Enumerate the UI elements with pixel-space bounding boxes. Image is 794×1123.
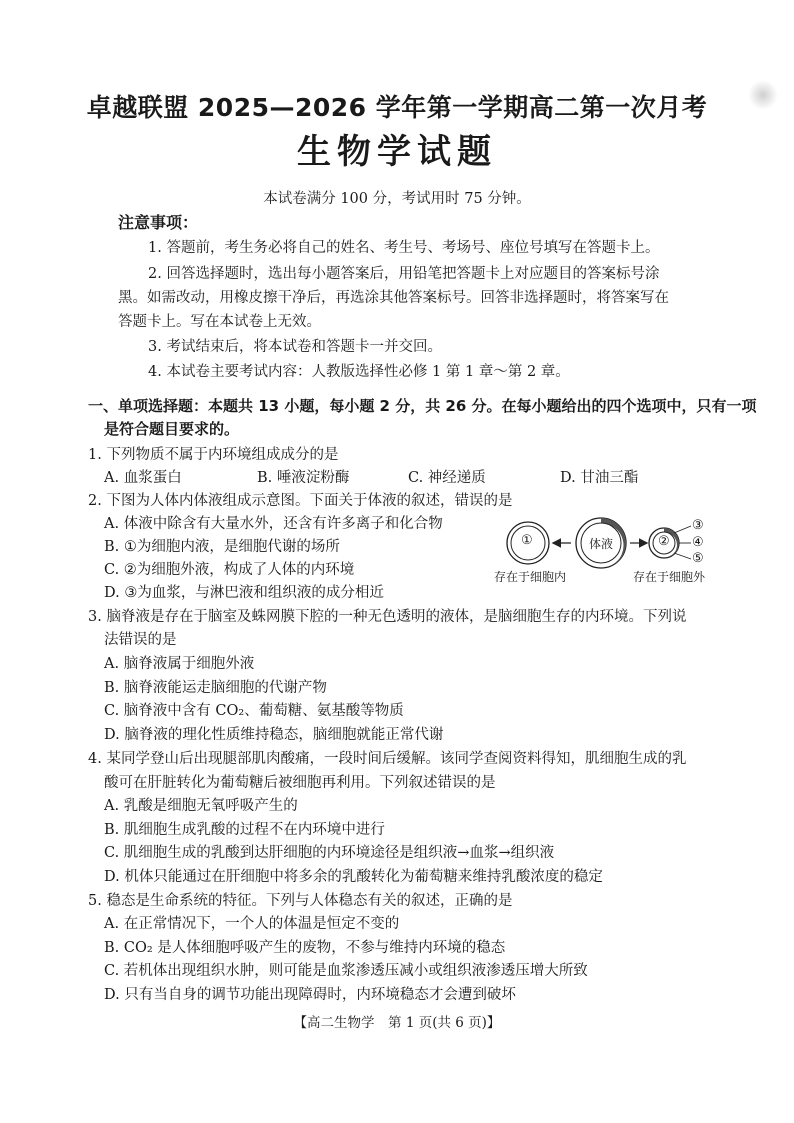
q3-option-a: A. 脑脊液属于细胞外液 — [104, 656, 255, 672]
fig-label-intracellular: 存在于细胞内 — [494, 570, 567, 584]
notice-item-2-line-1: 2. 回答选择题时，选出每小题答案后，用铅笔把答题卡上对应题目的答案标号涂 — [148, 266, 660, 282]
q3-stem-line-1: 3. 脑脊液是存在于脑室及蛛网膜下腔的一种无色透明的液体，是脑细胞生存的内环境。下列说 — [88, 609, 687, 625]
fig-circle-2-label: ② — [658, 534, 670, 549]
subject-title: 生物学试题 — [297, 132, 497, 172]
q4-option-b: B. 肌细胞生成乳酸的过程不在内环境中进行 — [104, 822, 385, 838]
q2-option-d: D. ③为血浆，与淋巴液和组织液的成分相近 — [104, 585, 384, 601]
notice-heading: 注意事项： — [118, 213, 199, 232]
q1-option-d: D. 甘油三酯 — [560, 470, 639, 486]
q4-stem-line-1: 4. 某同学登山后出现腿部肌肉酸痛，一段时间后缓解。该同学查阅资料得知，肌细胞生成的乳 — [88, 751, 687, 767]
q3-stem-line-2: 法错误的是 — [104, 632, 177, 648]
exam-meta: 本试卷满分 100 分，考试用时 75 分钟。 — [263, 191, 531, 207]
q1-stem: 1. 下列物质不属于内环境组成成分的是 — [88, 447, 339, 463]
fig-marker-4: ④ — [692, 535, 704, 550]
q5-option-a: A. 在正常情况下，一个人的体温是恒定不变的 — [104, 916, 400, 932]
q1-option-b: B. 唾液淀粉酶 — [257, 470, 350, 486]
q4-option-c: C. 肌细胞生成的乳酸到达肝细胞的内环境途径是组织液→血浆→组织液 — [104, 845, 555, 861]
q2-option-a: A. 体液中除含有大量水外，还含有许多离子和化合物 — [104, 516, 443, 532]
section-heading-line-1: 一、单项选择题：本题共 13 小题，每小题 2 分，共 26 分。在每小题给出的四个选项中，只有一项 — [88, 397, 757, 415]
q4-stem-line-2: 酸可在肝脏转化为葡萄糖后被细胞再利用。下列叙述错误的是 — [104, 775, 496, 791]
q4-option-d: D. 机体只能通过在肝细胞中将多余的乳酸转化为葡萄糖来维持乳酸浓度的稳定 — [104, 869, 603, 885]
q5-option-d: D. 只有当自身的调节功能出现障碍时，内环境稳态才会遭到破坏 — [104, 987, 516, 1003]
q4-option-a: A. 乳酸是细胞无氧呼吸产生的 — [104, 798, 298, 814]
q3-option-b: B. 脑脊液能运走脑细胞的代谢产物 — [104, 680, 327, 696]
section-heading-line-2: 是符合题目要求的。 — [104, 420, 240, 438]
q2-option-b: B. ①为细胞内液，是细胞代谢的场所 — [104, 539, 340, 555]
notice-item-3: 3. 考试结束后，将本试卷和答题卡一并交回。 — [148, 339, 442, 355]
notice-item-4: 4. 本试卷主要考试内容：人教版选择性必修 1 第 1 章～第 2 章。 — [148, 364, 570, 380]
page-footer: 【高二生物学 第 1 页(共 6 页)】 — [293, 1015, 501, 1031]
q2-stem: 2. 下图为人体内体液组成示意图。下面关于体液的叙述，错误的是 — [88, 493, 513, 509]
fig-marker-3: ③ — [692, 518, 704, 533]
q2-option-c: C. ②为细胞外液，构成了人体的内环境 — [104, 562, 355, 578]
q5-option-b: B. CO₂ 是人体细胞呼吸产生的废物，不参与维持内环境的稳态 — [104, 940, 506, 956]
fig-marker-5: ⑤ — [692, 551, 704, 566]
notice-item-1: 1. 答题前，考生务必将自己的姓名、考生号、考场号、座位号填写在答题卡上。 — [148, 240, 660, 256]
notice-item-2-line-2: 黑。如需改动，用橡皮擦干净后，再选涂其他答案标号。回答非选择题时，将答案写在 — [118, 290, 669, 306]
fig-circle-1-label: ① — [521, 533, 533, 548]
q5-option-c: C. 若机体出现组织水肿，则可能是血浆渗透压减小或组织液渗透压增大所致 — [104, 963, 588, 979]
q3-option-d: D. 脑脊液的理化性质维持稳态，脑细胞就能正常代谢 — [104, 727, 444, 743]
q1-option-c: C. 神经递质 — [408, 470, 486, 486]
q5-stem: 5. 稳态是生命系统的特征。下列与人体稳态有关的叙述，正确的是 — [88, 893, 513, 909]
exam-title: 卓越联盟 2025—2026 学年第一学期高二第一次月考 — [86, 93, 708, 122]
notice-item-2-line-3: 答题卡上。写在本试卷上无效。 — [118, 314, 321, 330]
q3-option-c: C. 脑脊液中含有 CO₂、葡萄糖、氨基酸等物质 — [104, 703, 404, 719]
fig-label-extracellular: 存在于细胞外 — [633, 570, 706, 584]
q1-option-a: A. 血浆蛋白 — [104, 470, 182, 486]
fig-center-label: 体液 — [589, 537, 614, 551]
